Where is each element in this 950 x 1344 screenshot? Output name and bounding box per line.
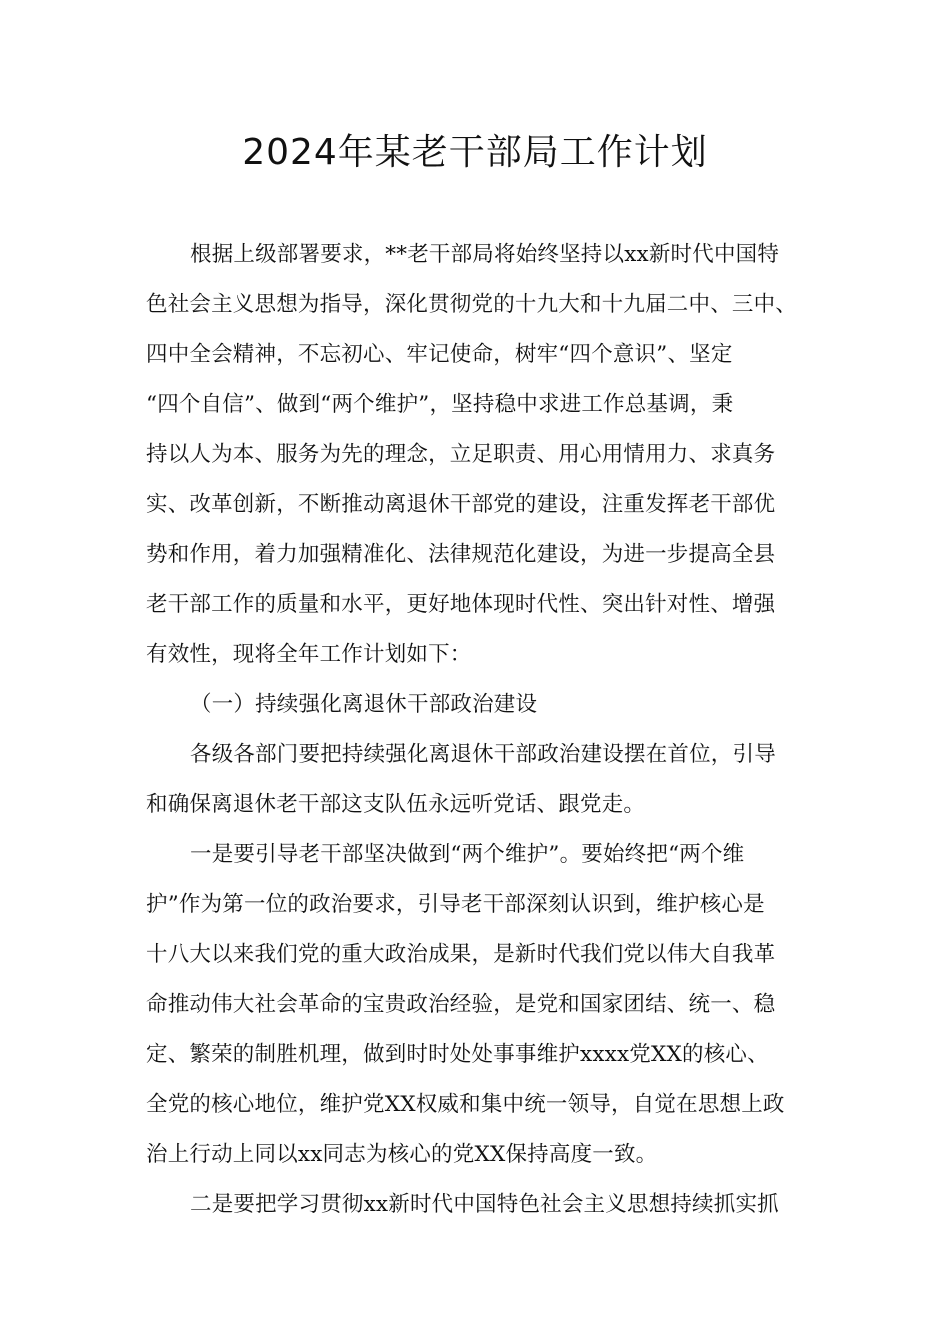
paragraph-line: 四中全会精神，不忘初心、牢记使命，树牢“四个意识”、坚定 [146,342,733,367]
paragraph-line: 护”作为第一位的政治要求，引导老干部深刻认识到，维护核心是 [146,892,765,917]
paragraph-line: 色社会主义思想为指导，深化贯彻党的十九大和十九届二中、三中、 [146,292,798,317]
paragraph-line: 持以人为本、服务为先的理念，立足职责、用心用情用力、求真务 [146,442,776,467]
paragraph-line: 二是要把学习贯彻xx新时代中国特色社会主义思想持续抓实抓 [190,1192,779,1217]
paragraph-line: 势和作用，着力加强精准化、法律规范化建设，为进一步提高全县 [146,542,776,567]
paragraph-line: 一是要引导老干部坚决做到“两个维护”。要始终把“两个维 [190,842,745,867]
paragraph-line: 老干部工作的质量和水平，更好地体现时代性、突出针对性、增强 [146,592,776,617]
paragraph-line: 各级各部门要把持续强化离退休干部政治建设摆在首位，引导 [190,742,776,767]
paragraph-line: “四个自信”、做到“两个维护”，坚持稳中求进工作总基调，秉 [146,392,734,417]
document-title: 2024年某老干部局工作计划 [242,132,708,173]
paragraph-line: 十八大以来我们党的重大政治成果，是新时代我们党以伟大自我革 [146,942,776,967]
document-body [146,230,810,1230]
paragraph-line: 治上行动上同以xx同志为核心的党XX保持高度一致。 [146,1142,658,1167]
paragraph-line: 定、繁荣的制胜机理，做到时时处处事事维护xxxx党XX的核心、 [146,1042,769,1067]
paragraph-line: 根据上级部署要求，**老干部局将始终坚持以xx新时代中国特 [190,242,780,267]
section-heading: （一）持续强化离退休干部政治建设 [190,692,538,717]
paragraph-line: 全党的核心地位，维护党XX权威和集中统一领导，自觉在思想上政 [146,1092,785,1117]
paragraph-line: 实、改革创新，不断推动离退休干部党的建设，注重发挥老干部优 [146,492,776,517]
paragraph-line: 和确保离退休老干部这支队伍永远听党话、跟党走。 [146,792,646,817]
paragraph-line: 有效性，现将全年工作计划如下： [146,642,472,667]
paragraph-line: 命推动伟大社会革命的宝贵政治经验，是党和国家团结、统一、稳 [146,992,776,1017]
